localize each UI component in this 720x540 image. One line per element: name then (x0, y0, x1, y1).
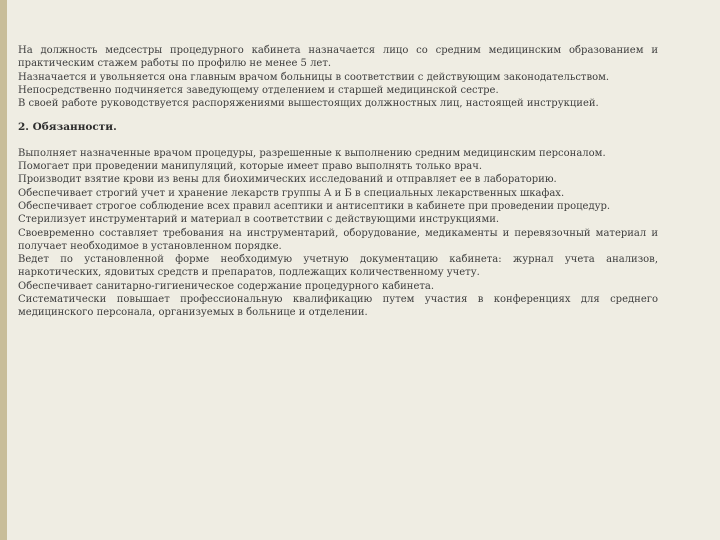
intro-paragraph-1: На должность медсестры процедурного кабинета назначается лицо со средним медицинским образованием и практическим стажем работы по профилю не менее 5 лет. (18, 45, 658, 70)
intro-paragraph-2: Назначается и увольняется она главным врачом больницы в соответствии с действующим законодательством. (18, 71, 610, 83)
duty-item-7: Своевременно составляет требования на инструментарий, оборудование, медикаменты и перевязочный материал и получает необходимое в установленном порядке. (18, 227, 658, 252)
duty-item-10: Систематически повышает профессиональную квалификацию путем участия в конференциях для среднего медицинского персонала, организуемых в больнице и отделении. (18, 294, 658, 319)
intro-paragraph-4: В своей работе руководствуется распоряжениями вышестоящих должностных лиц, настоящей инструкцией. (18, 98, 599, 110)
document-body (18, 44, 658, 320)
slide-side-band (0, 0, 7, 540)
duty-item-8: Ведет по установленной форме необходимую учетную документацию кабинета: журнал учета анализов, наркотических, ядовитых средств и препаратов, подлежащих количественному учету. (18, 254, 658, 279)
duty-item-4: Обеспечивает строгий учет и хранение лекарств группы А и Б в специальных лекарственных шкафах. (18, 187, 565, 199)
duty-item-6: Стерилизует инструментарий и материал в соответствии с действующими инструкциями. (18, 214, 500, 226)
slide-background (7, 0, 720, 540)
duty-item-2: Помогает при проведении манипуляций, которые имеет право выполнять только врач. (18, 161, 483, 173)
duty-item-3: Производит взятие крови из вены для биохимических исследований и отправляет ее в лабораторию. (18, 174, 557, 186)
duty-item-9: Обеспечивает санитарно-гигиеническое содержание процедурного кабинета. (18, 280, 435, 292)
section-heading-duties: 2. Обязанности. (18, 121, 117, 134)
duty-item-1: Выполняет назначенные врачом процедуры, разрешенные к выполнению средним медицинским персоналом. (18, 147, 606, 159)
intro-paragraph-3: Непосредственно подчиняется заведующему отделением и старшей медицинской сестре. (18, 84, 499, 96)
duty-item-5: Обеспечивает строгое соблюдение всех правил асептики и антисептики в кабинете при проведении процедур. (18, 200, 611, 212)
